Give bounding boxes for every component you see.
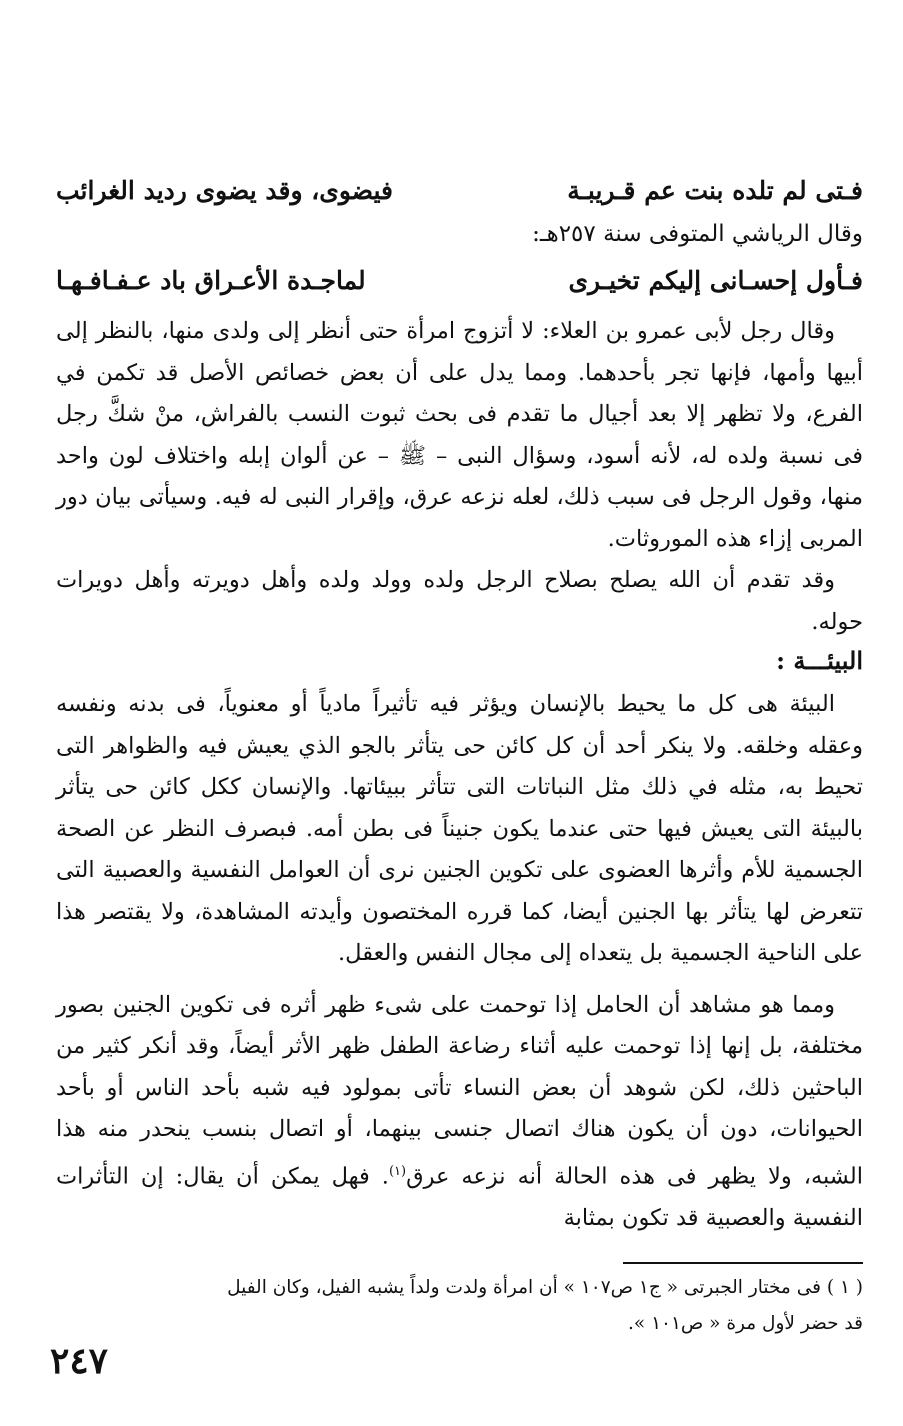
footnote-line-2: قد حضر لأول مرة « ص١٠١ ». xyxy=(628,1313,863,1334)
footnote-marker: (١) xyxy=(388,1163,407,1179)
riyashi-intro-line: وقال الرياشي المتوفى سنة ٢٥٧هـ: xyxy=(532,221,863,247)
paragraph-environment-definition: البيئة هى كل ما يحيط بالإنسان ويؤثر فيه تأثيراً مادياً أو معنوياً، فى بدنه ونفسه وعقله وخلقه. ولا ينكر أحد أن كل كائن حى يتأثر بالجو الذي يعيش فيه والظواهر التى تحيط به، مثله في ذلك مثل النباتات التى تتأثر ببيئاتها. والإنسان ككل كائن حى يتأثر بالبيئة التى يعيش فيها حتى عندما يكون جنيناً فى بطن أمه. فبصرف النظر عن الصحة الجسمية للأم وأثرها العضوى على تكوين الجنين نرى أن العوامل النفسية والعصبية التى تتعرض لها يتأثر بها الجنين أيضا، كما قرره المختصون وأيدته المشاهدة، ولا يقتصر هذا على الناحية الجسمية بل يتعداه إلى مجال النفس والعقل. xyxy=(56,691,863,966)
page-number: ٢٤٧ xyxy=(50,1340,109,1382)
paragraph-cravings xyxy=(56,985,863,1240)
poetry-verse-2 xyxy=(56,266,863,295)
verse-1-first-hemistich: فـتى لم تلده بنت عم قـريبـة xyxy=(567,176,863,205)
paragraph-abu-amr: وقال رجل لأبى عمرو بن العلاء: لا أتزوج امرأة حتى أنظر إلى ولدى منها، بالنظر إلى أبيها وأمها، فإنها تجر بأحدهما. ومما يدل على أن بعض خصائص الأصل قد تكمن في الفرع، ولا تظهر إلا بعد أجيال ما تقدم فى بحث ثبوت النسب بالفراش، منْ شكَّ رجل فى نسبة ولده له، لأنه أسود، وسؤال النبى – ﷺ – عن ألوان إبله واختلاف لون واحد منها، وقول الرجل فى سبب ذلك، لعله نزعه عرق، وإقرار النبى له فيه. وسيأتى بيان دور المربى إزاء هذه الموروثات. xyxy=(56,318,863,552)
paragraph-cravings-continuation: . فهل يمكن أن يقال: إن التأثرات النفسية والعصبية قد تكون بمثابة xyxy=(56,1163,863,1231)
verse-2-second-hemistich: لماجـدة الأعـراق باد عـفـافـهـا xyxy=(56,266,366,295)
environment-body-text xyxy=(56,684,863,1239)
footnote-separator xyxy=(623,1262,863,1264)
section-heading-environment: البيئـــة : xyxy=(776,646,863,675)
verse-1-second-hemistich: فيضوى، وقد يضوى رديد الغرائب xyxy=(56,176,393,205)
top-body-text xyxy=(56,311,863,643)
footnote xyxy=(56,1270,863,1342)
paragraph-righteousness: وقد تقدم أن الله يصلح بصلاح الرجل ولده وولد ولده وأهل دويرته وأهل دويرات حوله. xyxy=(56,567,863,635)
footnote-line-1: ( ١ ) فى مختار الجبرتى « ج١ ص١٠٧ » أن امرأة ولدت ولداً يشبه الفيل، وكان الفيل xyxy=(227,1277,863,1298)
poetry-verse-1 xyxy=(56,176,863,205)
paragraph-cravings-text: ومما هو مشاهد أن الحامل إذا توحمت على شىء ظهر أثره فى تكوين الجنين بصور مختلفة، بل إنها إذا توحمت عليه أثناء رضاعة الطفل ظهر الأثر أيضاً، وقد أنكر كثير من الباحثين ذلك، لكن شوهد أن بعض النساء تأتى بمولود فيه شبه بأحد الناس أو بأحد الحيوانات، دون أن يكون هناك اتصال جنسى بينهما، أو اتصال بنسب ينحدر منه هذا الشبه، ولا يظهر فى هذه الحالة أنه نزعه عرق xyxy=(56,991,863,1189)
verse-2-first-hemistich: فـأول إحسـانى إليكم تخيـرى xyxy=(568,266,863,295)
